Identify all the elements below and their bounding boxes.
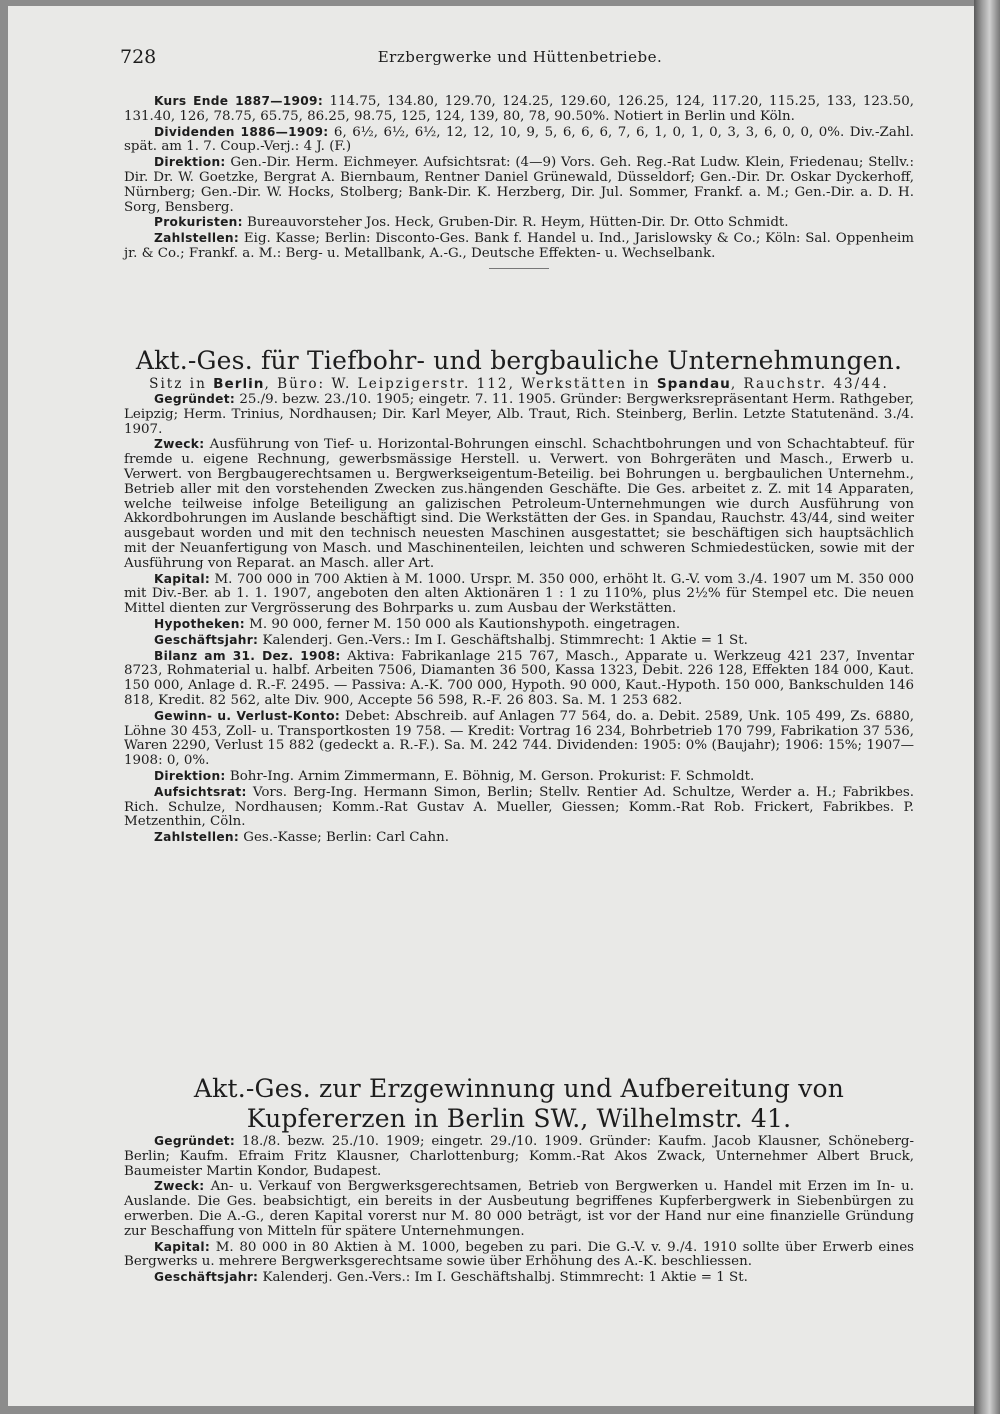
paragraph: Dividenden 1886—1909: 6, 6½, 6½, 6½, 12, 12, 10, 9, 5, 6, 6, 6, 7, 6, 1, 0, 1, 0, 3, 3, 6, 0, 0, 0%. Div.-Zahl. spät. am 1. 7. Coup.-Verj.: 4 J. (F.) bbox=[124, 124, 914, 155]
paragraph: Geschäftsjahr: Kalenderj. Gen.-Vers.: Im I. Geschäftshalbj. Stimmrecht: 1 Aktie = 1 St. bbox=[154, 632, 748, 648]
paragraph: Zahlstellen: Ges.-Kasse; Berlin: Carl Cahn. bbox=[154, 830, 450, 846]
paragraph: Gegründet: 18./8. bezw. 25./10. 1909; eingetr. 29./10. 1909. Gründer: Kaufm. Jacob Klausner, Schöneberg-Berlin; Kaufm. Efraim Fritz Klausner, Charlottenburg; Komm.-Rat Akos Zwack, Unternehmer Albert Bruck, Baumeister Martin Kondor, Budapest. bbox=[124, 1134, 914, 1179]
paragraph: Aufsichtsrat: Vors. Berg-Ing. Hermann Simon, Berlin; Stellv. Rentier Ad. Schultze, Werder a. H.; Fabrikbes. Rich. Schulze, Nordhausen; Komm.-Rat Gustav A. Mueller, Giessen; Komm.-Rat Rob. Frickert, Fabrikbes. P. Metzenthin, Cöln. bbox=[124, 784, 914, 830]
paragraph: Zweck: Ausführung von Tief- u. Horizontal-Bohrungen einschl. Schachtbohrungen und von Schachtabteuf. für fremde u. eigene Rechnung, gewerbsmässige Herstell. u. Verwert. von Bohrgeräten und Masch., Erwerb u. Verwert. von Bergbaugerechtsamen u. Bergwerkseigentum-Beteilig. bei Bohrungen u. bergbaulichen Unternehm., Betrieb aller mit den vorstehenden Zwecken zus.hängenden Geschäfte. Die Ges. arbeitet z. Z. mit 14 Apparaten, welche teilweise infolge Beteiligung an galizischen Petroleum-Unternehmungen wie durch Ausführung von Akkordbohrungen im Auslande beschäftigt sind. Die Werkstätten der Ges. in Spandau, Rauchstr. 43/44, sind weiter ausgebaut worden und mit den technisch neuesten Maschinen ausgestattet; sie beschäftigen sich hauptsächlich mit der Neuanfertigung von Masch. und Maschinenteilen, leichten und schweren Schmiedestücken, sowie mit der Ausführung von Reparat. an Masch. aller Art. bbox=[124, 437, 914, 571]
company-title-line2: Kupfererzen in Berlin SW., Wilhelmstr. 41. bbox=[246, 1104, 792, 1133]
company-entry bbox=[124, 346, 914, 846]
running-title: Erzbergwerke und Hüttenbetriebe. bbox=[377, 48, 663, 66]
page-header bbox=[120, 46, 920, 74]
paragraph: Gegründet: 25./9. bezw. 23./10. 1905; eingetr. 7. 11. 1905. Gründer: Bergwerksrepräsentant Herm. Rathgeber, Leipzig; Herm. Trinius, Nordhausen; Dir. Karl Meyer, Alb. Traut, Rich. Steinberg, Berlin. Letzte Statutenänd. 3./4. 1907. bbox=[124, 392, 914, 437]
page-number: 728 bbox=[120, 46, 157, 68]
company-title: Akt.-Ges. für Tiefbohr- und bergbauliche Unternehmungen. bbox=[135, 346, 903, 375]
previous-entry bbox=[124, 94, 914, 275]
divider bbox=[489, 268, 549, 269]
scanned-page bbox=[8, 6, 974, 1406]
company-entry bbox=[124, 1074, 914, 1286]
paragraph: Bilanz am 31. Dez. 1908: Aktiva: Fabrikanlage 215 767, Masch., Apparate u. Werkzeug 421 237, Inventar 8723, Rohmaterial u. halbf. Arbeiten 7506, Diamanten 36 500, Kassa 1323, Debit. 226 128, Effekten 184 000, Kaut. 150 000, Anlage d. R.-F. 2495. — Passiva: A.-K. 700 000, Hypoth. 90 000, Kaut.-Hypoth. 150 000, Bankschulden 146 818, Kredit. 82 562, alte Div. 900, Accepte 56 598, R.-F. 26 803. Sa. M. 1 253 682. bbox=[124, 648, 914, 708]
paragraph: Kapital: M. 80 000 in 80 Aktien à M. 1000, begeben zu pari. Die G.-V. v. 9./4. 1910 sollte über Erwerb eines Bergwerks u. mehrere Bergwerksgerechtsame sowie über Erhöhung des A.-K. beschliessen. bbox=[124, 1239, 914, 1270]
paragraph: Zahlstellen: Eig. Kasse; Berlin: Disconto-Ges. Bank f. Handel u. Ind., Jarislowsky & Co.; Köln: Sal. Oppenheim jr. & Co.; Frankf. a. M.: Berg- u. Metallbank, A.-G., Deutsche Effekten- u. Wechselbank. bbox=[124, 231, 914, 261]
paragraph: Geschäftsjahr: Kalenderj. Gen.-Vers.: Im I. Geschäftshalbj. Stimmrecht: 1 Aktie = 1 St. bbox=[154, 1270, 748, 1286]
company-address: Sitz in Berlin, Büro: W. Leipzigerstr. 112, Werkstätten in Spandau, Rauchstr. 43/44. bbox=[149, 376, 889, 392]
paragraph: Zweck: An- u. Verkauf von Bergwerksgerechtsamen, Betrieb von Bergwerken u. Handel mit Erzen im In- u. Auslande. Die Ges. beabsichtigt, ein bereits in der Ausbeutung begriffenes Kupferbergwerk in Siebenbürgen zu erwerben. Die A.-G., deren Kapital vorerst nur M. 80 000 beträgt, ist vor der Hand nur eine finanzielle Gründung zur Beschaffung von Mitteln für spätere Unternehmungen. bbox=[124, 1179, 914, 1239]
paragraph: Kurs Ende 1887—1909: 114.75, 134.80, 129.70, 124.25, 129.60, 126.25, 124, 117.20, 115.25, 133, 123.50, 131.40, 126, 78.75, 65.75, 86.25, 98.75, 125, 124, 139, 80, 78, 90.50%. Notiert in Berlin und Köln. bbox=[124, 94, 914, 124]
paragraph: Direktion: Gen.-Dir. Herm. Eichmeyer. Aufsichtsrat: (4—9) Vors. Geh. Reg.-Rat Ludw. Klein, Friedenau; Stellv.: Dir. Dr. W. Goetzke, Bergrat A. Biernbaum, Rentner Daniel Grünewald, Düsseldorf; Gen.-Dir. Dr. Oskar Dyckerhoff, Nürnberg; Gen.-Dir. W. Hocks, Stolberg; Bank-Dir. K. Herzberg, Dir. Jul. Sommer, Frankf. a. M.; Gen.-Dir. a. D. H. Sorg, Bensberg. bbox=[124, 155, 914, 215]
paragraph: Gewinn- u. Verlust-Konto: Debet: Abschreib. auf Anlagen 77 564, do. a. Debit. 2589, Unk. 105 499, Zs. 6880, Löhne 30 453, Zoll- u. Transportkosten 19 758. — Kredit: Vortrag 16 234, Bohrbetrieb 170 799, Fabrikation 37 536, Waren 2290, Verlust 15 882 (gedeckt a. R.-F.). Sa. M. 242 744. Dividenden: 1905: 0% (Baujahr); 1906: 15%; 1907—1908: 0, 0%. bbox=[124, 708, 914, 769]
company-title: Akt.-Ges. zur Erzgewinnung und Aufbereitung von bbox=[193, 1074, 845, 1103]
paragraph: Kapital: M. 700 000 in 700 Aktien à M. 1000. Urspr. M. 350 000, erhöht lt. G.-V. vom 3./4. 1907 um M. 350 000 mit Div.-Ber. ab 1. 1. 1907, angeboten den alten Aktionären 1 : 1 zu 110%, plus 2½% für Stempel etc. Die neuen Mittel dienten zur Vergrösserung des Bohrparks u. zum Ausbau der Werkstätten. bbox=[124, 571, 914, 617]
page-edge bbox=[974, 0, 1000, 1414]
paragraph: Prokuristen: Bureauvorsteher Jos. Heck, Gruben-Dir. R. Heym, Hütten-Dir. Dr. Otto Schmidt. bbox=[154, 215, 789, 231]
paragraph: Hypotheken: M. 90 000, ferner M. 150 000 als Kautionshypoth. eingetragen. bbox=[154, 616, 681, 632]
paragraph: Direktion: Bohr-Ing. Arnim Zimmermann, E. Böhnig, M. Gerson. Prokurist: F. Schmoldt. bbox=[154, 768, 755, 784]
